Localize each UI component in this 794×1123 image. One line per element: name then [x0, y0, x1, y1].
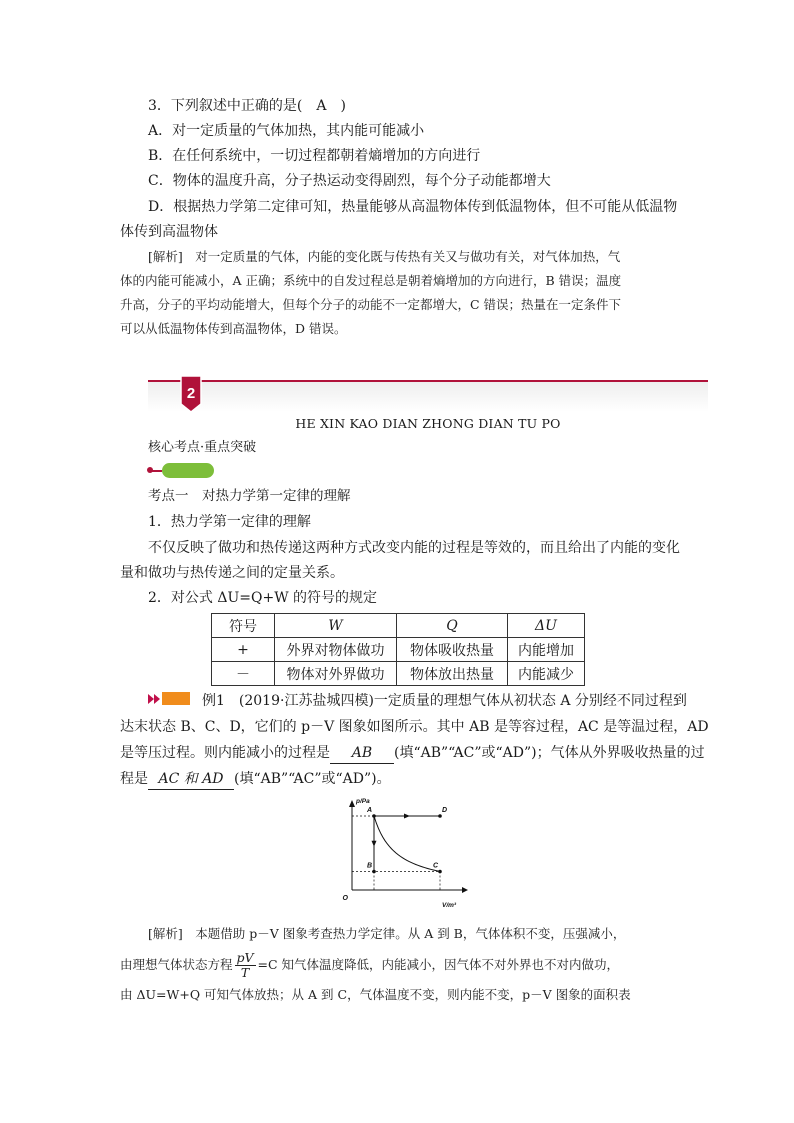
arrow-AB-icon	[372, 841, 377, 847]
pv-graph	[330, 795, 470, 915]
origin-label: O	[342, 895, 348, 902]
y-axis-arrow	[349, 800, 355, 807]
example-line4-a: 程是	[120, 771, 148, 787]
tag-dot-icon	[147, 467, 153, 473]
table-cell: 外界对物体做功	[275, 638, 397, 662]
point-para1: 不仅反映了做功和热传递这两种方式改变内能的过程是等效的，而且给出了内能的变化	[148, 540, 680, 556]
analysis-line: [解析] 对一定质量的气体，内能的变化既与传热有关又与做功有关，对气体加热，气	[148, 249, 621, 264]
answer-blank-1: AB	[330, 743, 394, 764]
point-D	[438, 814, 442, 818]
option-d: D．根据热力学第二定律可知，热量能够从高温物体传到低温物体，但不可能从低温物	[148, 199, 678, 215]
fraction-numerator: pV	[236, 950, 254, 965]
double-arrow-icon	[148, 694, 162, 704]
section-band	[148, 382, 708, 412]
sign-table	[211, 613, 585, 686]
example-line3-a: 是等压过程。则内能减小的过程是	[120, 745, 330, 761]
analysis-example	[120, 921, 708, 1008]
example-line4	[120, 769, 391, 790]
table-cell: 物体放出热量	[397, 662, 508, 686]
example-tag	[162, 692, 190, 705]
table-header: ΔU	[508, 614, 585, 638]
table-cell: 内能减少	[508, 662, 585, 686]
option-a: A．对一定质量的气体加热，其内能可能减小	[148, 123, 425, 139]
analysis-line	[120, 951, 708, 980]
section-badge-icon	[179, 374, 203, 414]
table-header: 符号	[212, 614, 275, 638]
example-line4-b: (填“AB”“AC”或“AD”)。	[234, 771, 391, 787]
x-axis-label: V/m³	[442, 902, 457, 909]
table-cell: 物体对外界做功	[275, 662, 397, 686]
analysis-line2-b: =C 知气体温度降低，内能减小，因气体不对外界也不对内做功，	[257, 957, 620, 972]
point-title: 考点一 对热力学第一定律的理解	[148, 488, 351, 504]
analysis-line: 升高，分子的平均动能增大，但每个分子的动能不一定都增大，C 错误；热量在一定条件下	[120, 297, 622, 312]
section-number: 2	[186, 385, 196, 402]
option-c: C．物体的温度升高，分子热运动变得剧烈，每个分子动能都增大	[148, 173, 551, 189]
question-stem: 3．下列叙述中正确的是( A )	[148, 98, 346, 114]
point-B	[372, 870, 376, 874]
option-b: B．在任何系统中，一切过程都朝着熵增加的方向进行	[148, 148, 481, 164]
table-cell: +	[212, 638, 275, 662]
point-label-A: A	[367, 807, 373, 814]
option-d-cont: 体传到高温物体	[120, 224, 218, 240]
example-line2: 达末状态 B、C、D，它们的 p－V 图象如图所示。其中 AB 是等容过程，AC 是等温过程，AD	[120, 719, 709, 735]
point-label-B: B	[367, 862, 373, 870]
fraction-denominator: T	[240, 965, 250, 980]
process-AC-curve	[374, 816, 440, 872]
point-para2: 量和做功与热传递之间的定量关系。	[120, 565, 344, 581]
analysis-q3	[120, 245, 708, 341]
point-sub1: 1．热力学第一定律的理解	[148, 514, 311, 530]
x-axis-arrow	[462, 887, 468, 893]
table-cell: －	[212, 662, 275, 686]
point-A	[372, 814, 376, 818]
analysis-line: 体的内能可能减小，A 正确；系统中的自发过程总是朝着熵增加的方向进行，B 错误；温度	[120, 273, 622, 288]
point-sub2: 2．对公式 ΔU=Q+W 的符号的规定	[148, 590, 378, 606]
analysis-line: 可以从低温物体传到高温物体，D 错误。	[120, 321, 347, 336]
example-line3	[120, 743, 705, 764]
tag-pill	[162, 463, 214, 478]
table-row	[212, 638, 585, 662]
point-label-C: C	[433, 862, 439, 870]
analysis-line2-a: 由理想气体状态方程	[120, 957, 233, 972]
fraction	[235, 951, 256, 980]
section-pinyin: HE XIN KAO DIAN ZHONG DIAN TU PO	[295, 416, 561, 431]
point-label-D: D	[442, 807, 448, 814]
table-row	[212, 662, 585, 686]
table-header: W	[275, 614, 397, 638]
analysis-line: 由 ΔU=W+Q 可知气体放热；从 A 到 C，气体温度不变，则内能不变，p－V 图象的面积表	[120, 987, 631, 1002]
arrow-AD-icon	[404, 814, 410, 819]
example-line1: 例1 (2019·江苏盐城四模)一定质量的理想气体从初状态 A 分别经不同过程到	[202, 693, 687, 709]
table-header-row	[212, 614, 585, 638]
table-cell: 物体吸收热量	[397, 638, 508, 662]
table-cell: 内能增加	[508, 638, 585, 662]
example-line3-b: (填“AB”“AC”或“AD”)；气体从外界吸收热量的过	[394, 745, 705, 761]
answer-blank-2: AC 和 AD	[148, 769, 234, 790]
table-header: Q	[397, 614, 508, 638]
point-C	[438, 870, 442, 874]
y-axis-label: p/Pa	[356, 798, 370, 805]
analysis-line: [解析] 本题借助 p－V 图象考查热力学定律。从 A 到 B，气体体积不变，压强减小，	[148, 926, 626, 941]
section-title: 核心考点·重点突破	[148, 440, 257, 455]
